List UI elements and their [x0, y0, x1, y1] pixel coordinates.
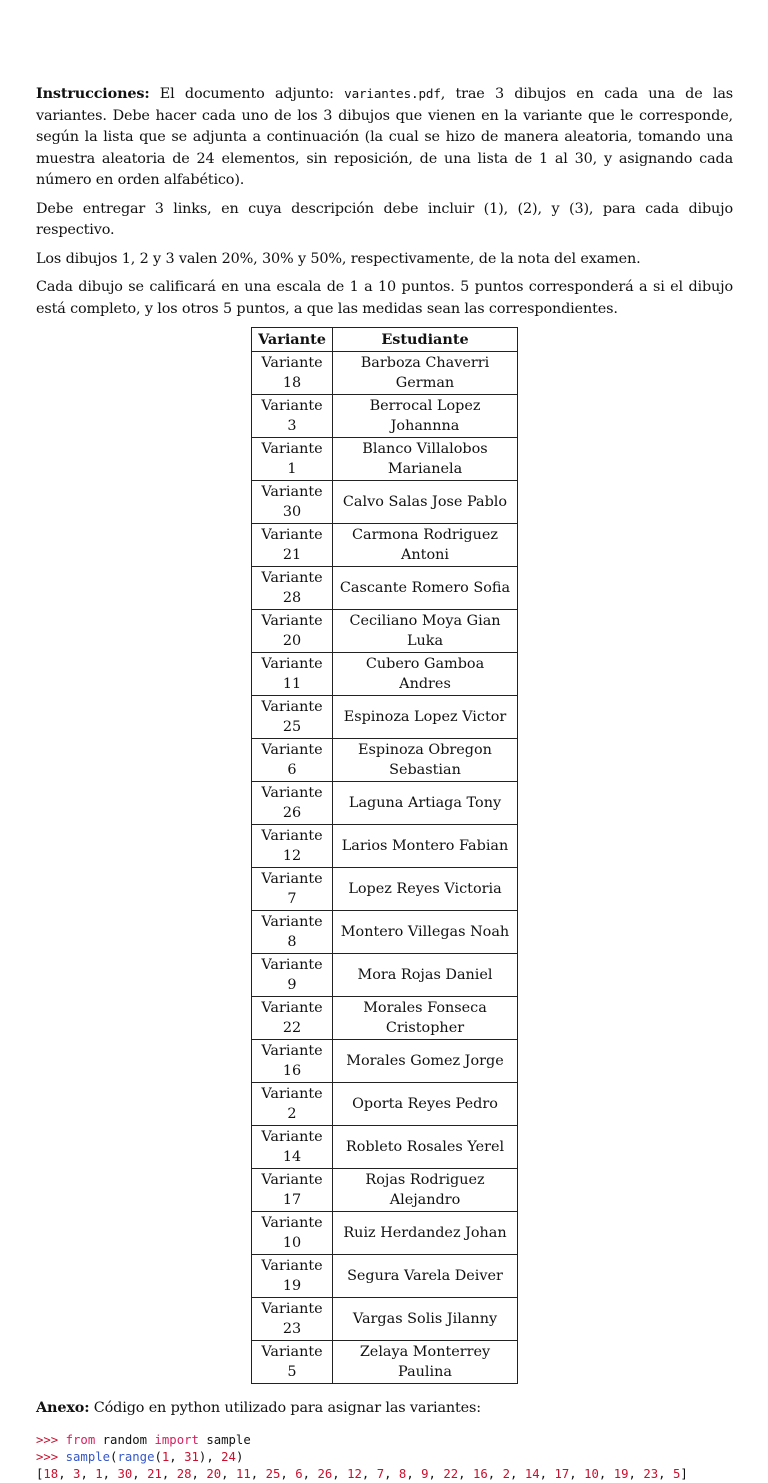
- instructions-text-2: , trae 3 dibujos en cada una de las variantes. Debe hacer cada uno de los 3 dibujos que vienen en la variante que le corresponde, según la lista que se adjunta a continuación (la cual se hizo de manera aleatoria, tomando una muestra aleatoria de 24 elementos, sin reposición, de una lista de 1 al 30, y asignando cada número en orden alfabético).: [36, 86, 734, 188]
- python-code-block: [36, 1432, 733, 1483]
- estudiante-cell: Vargas Solis Jilanny: [333, 1298, 518, 1341]
- estudiante-cell: Cubero Gamboa Andres: [333, 653, 518, 696]
- variante-cell: Variante 30: [252, 481, 333, 524]
- variante-cell: Variante 16: [252, 1040, 333, 1083]
- anexo-text: Código en python utilizado para asignar las variantes:: [89, 1400, 481, 1416]
- estudiante-cell: Barboza Chaverri German: [333, 352, 518, 395]
- estudiante-cell: Larios Montero Fabian: [333, 825, 518, 868]
- attached-filename: variantes.pdf: [344, 86, 441, 101]
- table-row: [252, 1169, 518, 1212]
- variante-cell: Variante 21: [252, 524, 333, 567]
- estudiante-cell: Montero Villegas Noah: [333, 911, 518, 954]
- estudiante-cell: Rojas Rodriguez Alejandro: [333, 1169, 518, 1212]
- code-name: sample: [206, 1432, 251, 1447]
- table-row: [252, 352, 518, 395]
- variante-cell: Variante 25: [252, 696, 333, 739]
- table-row: [252, 438, 518, 481]
- table-row: [252, 782, 518, 825]
- table-row: [252, 825, 518, 868]
- code-arg: 1: [161, 1449, 170, 1464]
- table-row: [252, 481, 518, 524]
- code-result-number: 6: [295, 1466, 303, 1481]
- links-paragraph: Debe entregar 3 links, en cuya descripción debe incluir (1), (2), y (3), para cada dibujo respectivo.: [36, 200, 733, 238]
- code-line-1: [36, 1433, 251, 1447]
- estudiante-cell: Laguna Artiaga Tony: [333, 782, 518, 825]
- table-row: [252, 1126, 518, 1169]
- estudiante-cell: Calvo Salas Jose Pablo: [333, 481, 518, 524]
- code-result-number: 21: [147, 1466, 162, 1481]
- table-row: [252, 1341, 518, 1384]
- code-result-number: 5: [672, 1466, 681, 1481]
- table-row: [252, 1083, 518, 1126]
- code-result-number: 3: [73, 1466, 81, 1481]
- code-result-number: 30: [117, 1466, 133, 1481]
- variante-cell: Variante 11: [252, 653, 333, 696]
- table-row: [252, 739, 518, 782]
- table-header-row: [252, 328, 518, 352]
- table-row: [252, 696, 518, 739]
- table-row: [252, 524, 518, 567]
- code-arg: 24: [221, 1449, 236, 1464]
- estudiante-cell: Cascante Romero Sofia: [333, 567, 518, 610]
- variante-cell: Variante 6: [252, 739, 333, 782]
- code-keyword-from: from: [65, 1432, 96, 1447]
- code-prompt: >>>: [36, 1449, 59, 1464]
- variante-cell: Variante 8: [252, 911, 333, 954]
- code-result-number: 14: [524, 1466, 540, 1481]
- code-result-number: 22: [443, 1466, 459, 1481]
- code-result-number: 8: [398, 1466, 407, 1481]
- table-row: [252, 567, 518, 610]
- estudiante-cell: Ceciliano Moya Gian Luka: [333, 610, 518, 653]
- estudiante-cell: Berrocal Lopez Johannna: [333, 395, 518, 438]
- table-row: [252, 911, 518, 954]
- variante-cell: Variante 10: [252, 1212, 333, 1255]
- variante-cell: Variante 26: [252, 782, 333, 825]
- table-row: [252, 1040, 518, 1083]
- code-result-number: 16: [472, 1466, 488, 1481]
- variante-cell: Variante 2: [252, 1083, 333, 1126]
- estudiante-cell: Blanco Villalobos Marianela: [333, 438, 518, 481]
- variante-cell: Variante 20: [252, 610, 333, 653]
- table-row: [252, 997, 518, 1040]
- variante-cell: Variante 7: [252, 868, 333, 911]
- code-result-number: 11: [235, 1466, 251, 1481]
- estudiante-cell: Ruiz Herdandez Johan: [333, 1212, 518, 1255]
- estudiante-cell: Segura Varela Deiver: [333, 1255, 518, 1298]
- anexo-label: Anexo:: [36, 1399, 90, 1416]
- estudiante-cell: Espinoza Obregon Sebastian: [333, 739, 518, 782]
- estudiante-cell: Lopez Reyes Victoria: [333, 868, 518, 911]
- code-result-number: 26: [317, 1466, 333, 1481]
- variante-cell: Variante 19: [252, 1255, 333, 1298]
- variante-cell: Variante 1: [252, 438, 333, 481]
- grading-paragraph: Cada dibujo se calificará en una escala de 1 a 10 puntos. 5 puntos corresponderá a si el dibujo está completo, y los otros 5 puntos, a que las medidas sean las correspondientes.: [36, 279, 733, 317]
- variante-cell: Variante 22: [252, 997, 333, 1040]
- weights-paragraph: Los dibujos 1, 2 y 3 valen 20%, 30% y 50%, respectivamente, de la nota del examen.: [36, 250, 641, 267]
- code-result-number: 25: [265, 1466, 281, 1481]
- table-row: [252, 868, 518, 911]
- code-line-2: >>> sample(range(1, 31), 24): [36, 1449, 244, 1464]
- table-body: [252, 352, 518, 1384]
- code-result-number: 28: [176, 1466, 192, 1481]
- variante-cell: Variante 14: [252, 1126, 333, 1169]
- table-row: [252, 1212, 518, 1255]
- code-result-number: 9: [421, 1466, 429, 1481]
- code-fn-range: range: [117, 1449, 155, 1464]
- code-output-line: [18, 3, 1, 30, 21, 28, 20, 11, 25, 6, 26, 12, 7, 8, 9, 22, 16, 2, 14, 17, 10, 19, 23, 5]: [36, 1466, 688, 1481]
- estudiante-cell: Mora Rojas Daniel: [333, 954, 518, 997]
- code-result-number: 12: [347, 1466, 362, 1481]
- estudiante-cell: Zelaya Monterrey Paulina: [333, 1341, 518, 1384]
- code-result-number: 2: [502, 1466, 510, 1481]
- anexo-paragraph: [36, 1397, 733, 1420]
- code-arg: 31: [184, 1449, 199, 1464]
- code-fn-sample: sample: [65, 1449, 111, 1464]
- document-page: [36, 83, 733, 1483]
- variante-cell: Variante 5: [252, 1341, 333, 1384]
- code-result-number: 18: [43, 1466, 59, 1481]
- code-keyword-import: import: [154, 1432, 199, 1447]
- table-row: [252, 395, 518, 438]
- code-result-number: 10: [584, 1466, 599, 1481]
- code-result-number: 17: [554, 1466, 570, 1481]
- instructions-text-1: El documento adjunto:: [149, 86, 345, 102]
- estudiante-cell: Robleto Rosales Yerel: [333, 1126, 518, 1169]
- code-result-number: 20: [206, 1466, 222, 1481]
- code-result-number: 7: [376, 1466, 385, 1481]
- code-result-number: 1: [95, 1466, 103, 1481]
- code-module: random: [102, 1432, 148, 1447]
- assignment-table: [251, 327, 518, 1384]
- instructions-paragraph: [36, 83, 733, 192]
- header-variante: Variante: [252, 328, 333, 352]
- code-result-number: 19: [613, 1466, 629, 1481]
- variante-cell: Variante 3: [252, 395, 333, 438]
- estudiante-cell: Morales Gomez Jorge: [333, 1040, 518, 1083]
- variante-cell: Variante 17: [252, 1169, 333, 1212]
- variante-cell: Variante 28: [252, 567, 333, 610]
- variante-cell: Variante 12: [252, 825, 333, 868]
- estudiante-cell: Carmona Rodriguez Antoni: [333, 524, 518, 567]
- estudiante-cell: Oporta Reyes Pedro: [333, 1083, 518, 1126]
- code-result-number: 23: [643, 1466, 659, 1481]
- code-prompt: >>>: [36, 1432, 59, 1447]
- table-row: [252, 954, 518, 997]
- variante-cell: Variante 18: [252, 352, 333, 395]
- table-row: [252, 1298, 518, 1341]
- instructions-label: Instrucciones:: [36, 85, 150, 102]
- estudiante-cell: Morales Fonseca Cristopher: [333, 997, 518, 1040]
- table-row: [252, 653, 518, 696]
- table-row: [252, 1255, 518, 1298]
- estudiante-cell: Espinoza Lopez Victor: [333, 696, 518, 739]
- header-estudiante: Estudiante: [333, 328, 518, 352]
- table-row: [252, 610, 518, 653]
- variante-cell: Variante 9: [252, 954, 333, 997]
- variante-cell: Variante 23: [252, 1298, 333, 1341]
